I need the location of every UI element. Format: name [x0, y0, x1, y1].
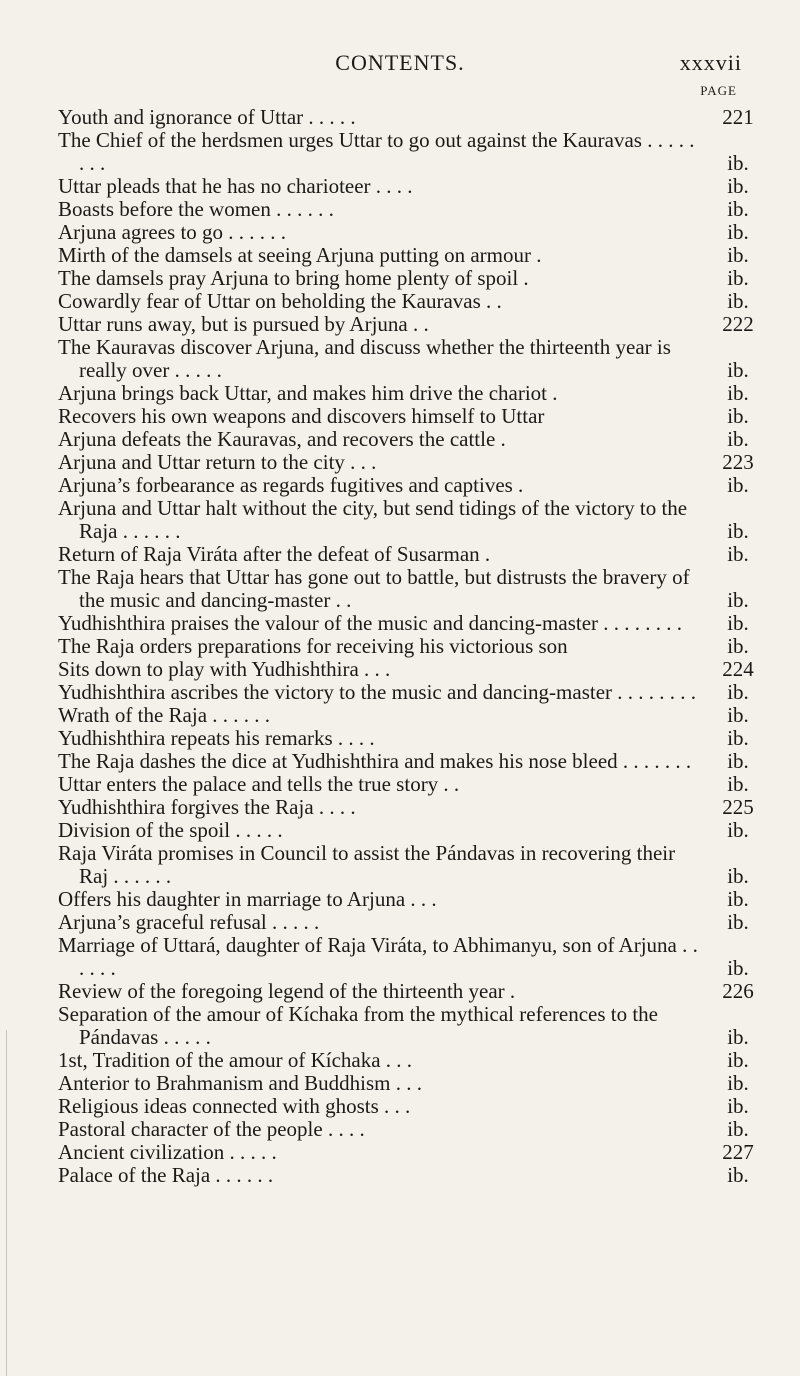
entry-title: Arjuna agrees to go . . . . . . — [58, 220, 287, 244]
entry-title: Arjuna’s forbearance as regards fugitives and captives . — [58, 473, 524, 497]
contents-entry — [58, 1164, 768, 1187]
entry-page-number: ib. — [727, 519, 749, 543]
contents-entry — [58, 543, 768, 566]
contents-entry — [58, 405, 768, 428]
entry-title: Pastoral character of the people . . . . — [58, 1117, 365, 1141]
contents-entry — [58, 819, 768, 842]
entry-page-number: ib. — [727, 358, 749, 382]
contents-entry — [58, 1049, 768, 1072]
contents-entry — [58, 612, 768, 635]
running-title: CONTENTS. — [335, 50, 465, 75]
entry-page-number: ib. — [727, 381, 749, 405]
entry-title: Yudhishthira praises the valour of the music and dancing-master . . . . . . . . — [58, 611, 683, 635]
contents-entry — [58, 1141, 768, 1164]
entry-page-number: ib. — [727, 174, 749, 198]
entry-title: The Raja dashes the dice at Yudhishthira and makes his nose bleed . . . . . . . — [58, 749, 692, 773]
entry-page-number: 222 — [722, 312, 754, 336]
entry-title: Raja Viráta promises in Council to assist the Pándavas in recovering their Raj . . . . . . — [58, 841, 676, 888]
entry-title: Cowardly fear of Uttar on beholding the Kauravas . . — [58, 289, 502, 313]
contents-entry — [58, 474, 768, 497]
contents-entry — [58, 313, 768, 336]
entry-page-number: ib. — [727, 289, 749, 313]
entry-title: Arjuna’s graceful refusal . . . . . — [58, 910, 320, 934]
contents-entry — [58, 681, 768, 704]
entry-page-number: ib. — [727, 887, 749, 911]
entry-title: Uttar runs away, but is pursued by Arjuna . . — [58, 312, 429, 336]
contents-entry — [58, 842, 768, 888]
contents-entry — [58, 451, 768, 474]
entry-page-number: ib. — [727, 703, 749, 727]
contents-entry — [58, 888, 768, 911]
entry-page-number: ib. — [727, 818, 749, 842]
entry-page-number: ib. — [727, 1094, 749, 1118]
contents-entry — [58, 1072, 768, 1095]
contents-entry — [58, 1095, 768, 1118]
contents-entry — [58, 198, 768, 221]
entry-title: Uttar enters the palace and tells the true story . . — [58, 772, 460, 796]
entry-page-number: ib. — [727, 197, 749, 221]
contents-list — [58, 106, 768, 1187]
entry-title: Youth and ignorance of Uttar . . . . . — [58, 105, 356, 129]
contents-entry — [58, 727, 768, 750]
entry-title: Wrath of the Raja . . . . . . — [58, 703, 271, 727]
entry-page-number: ib. — [727, 542, 749, 566]
entry-title: Mirth of the damsels at seeing Arjuna putting on armour . — [58, 243, 542, 267]
entry-page-number: ib. — [727, 220, 749, 244]
entry-title: Separation of the amour of Kíchaka from the mythical references to the Pándavas . . . . . — [58, 1002, 659, 1049]
entry-title: Division of the spoil . . . . . — [58, 818, 283, 842]
contents-entry — [58, 911, 768, 934]
entry-page-number: ib. — [727, 634, 749, 658]
entry-title: Offers his daughter in marriage to Arjuna . . . — [58, 887, 437, 911]
contents-entry — [58, 750, 768, 773]
entry-page-number: 221 — [722, 105, 754, 129]
entry-page-number: 224 — [722, 657, 754, 681]
entry-title: The damsels pray Arjuna to bring home plenty of spoil . — [58, 266, 529, 290]
entry-title: 1st, Tradition of the amour of Kíchaka . . . — [58, 1048, 413, 1072]
entry-page-number: ib. — [727, 404, 749, 428]
entry-page-number: 223 — [722, 450, 754, 474]
contents-entry — [58, 773, 768, 796]
entry-page-number: ib. — [727, 680, 749, 704]
entry-title: Uttar pleads that he has no charioteer . . . . — [58, 174, 413, 198]
entry-page-number: ib. — [727, 1048, 749, 1072]
entry-page-number: ib. — [727, 473, 749, 497]
contents-entry — [58, 497, 768, 543]
contents-entry — [58, 129, 768, 175]
contents-entry — [58, 658, 768, 681]
contents-entry — [58, 221, 768, 244]
entry-page-number: ib. — [727, 1071, 749, 1095]
entry-page-number: ib. — [727, 611, 749, 635]
contents-entry — [58, 106, 768, 129]
entry-title: Yudhishthira forgives the Raja . . . . — [58, 795, 356, 819]
entry-page-number: ib. — [727, 726, 749, 750]
entry-title: Boasts before the women . . . . . . — [58, 197, 334, 221]
contents-entry — [58, 336, 768, 382]
entry-page-number: ib. — [727, 427, 749, 451]
entry-page-number: ib. — [727, 772, 749, 796]
entry-title: The Raja hears that Uttar has gone out to battle, but distrusts the bravery of the music and dancing-master . . — [58, 565, 690, 612]
entry-page-number: 226 — [722, 979, 754, 1003]
entry-title: Arjuna defeats the Kauravas, and recovers the cattle . — [58, 427, 506, 451]
contents-entry — [58, 796, 768, 819]
contents-entry — [58, 1003, 768, 1049]
page-number: xxxvii — [679, 50, 742, 75]
contents-entry — [58, 428, 768, 451]
entry-title: Arjuna and Uttar return to the city . . . — [58, 450, 377, 474]
entry-title: Palace of the Raja . . . . . . — [58, 1163, 274, 1187]
entry-title: Return of Raja Viráta after the defeat of Susarman . — [58, 542, 491, 566]
entry-title: Sits down to play with Yudhishthira . . . — [58, 657, 391, 681]
entry-title: Ancient civilization . . . . . — [58, 1140, 277, 1164]
entry-title: Recovers his own weapons and discovers himself to Uttar — [58, 404, 545, 428]
entry-page-number: 225 — [722, 795, 754, 819]
entry-page-number: 227 — [722, 1140, 754, 1164]
page-column-label: PAGE — [700, 83, 737, 98]
entry-title: The Chief of the herdsmen urges Uttar to go out against the Kauravas . . . . . . . . — [58, 128, 695, 175]
entry-title: Religious ideas connected with ghosts . . . — [58, 1094, 411, 1118]
entry-page-number: ib. — [727, 266, 749, 290]
page-header — [0, 50, 800, 80]
entry-page-number: ib. — [727, 1025, 749, 1049]
entry-page-number: ib. — [727, 1117, 749, 1141]
entry-page-number: ib. — [727, 864, 749, 888]
entry-page-number: ib. — [727, 151, 749, 175]
entry-title: The Raja orders preparations for receiving his victorious son — [58, 634, 568, 658]
contents-entry — [58, 704, 768, 727]
entry-page-number: ib. — [727, 956, 749, 980]
contents-entry — [58, 635, 768, 658]
entry-page-number: ib. — [727, 749, 749, 773]
contents-entry — [58, 290, 768, 313]
entry-title: Review of the foregoing legend of the thirteenth year . — [58, 979, 516, 1003]
entry-page-number: ib. — [727, 910, 749, 934]
entry-page-number: ib. — [727, 1163, 749, 1187]
entry-title: Yudhishthira ascribes the victory to the music and dancing-master . . . . . . . . — [58, 680, 697, 704]
entry-title: Anterior to Brahmanism and Buddhism . . . — [58, 1071, 422, 1095]
page-edge-line — [6, 1030, 7, 1376]
entry-title: Yudhishthira repeats his remarks . . . . — [58, 726, 375, 750]
contents-entry — [58, 267, 768, 290]
entry-page-number: ib. — [727, 243, 749, 267]
entry-title: Marriage of Uttará, daughter of Raja Viráta, to Abhimanyu, son of Arjuna . . . . . . — [58, 933, 698, 980]
contents-entry — [58, 382, 768, 405]
contents-entry — [58, 244, 768, 267]
entry-title: Arjuna brings back Uttar, and makes him drive the chariot . — [58, 381, 558, 405]
entry-title: The Kauravas discover Arjuna, and discuss whether the thirteenth year is really over . . . . . — [58, 335, 671, 382]
entry-title: Arjuna and Uttar halt without the city, but send tidings of the victory to the Raja . . . . . . — [58, 496, 688, 543]
contents-entry — [58, 934, 768, 980]
contents-entry — [58, 1118, 768, 1141]
entry-page-number: ib. — [727, 588, 749, 612]
contents-entry — [58, 175, 768, 198]
contents-entry — [58, 980, 768, 1003]
contents-entry — [58, 566, 768, 612]
